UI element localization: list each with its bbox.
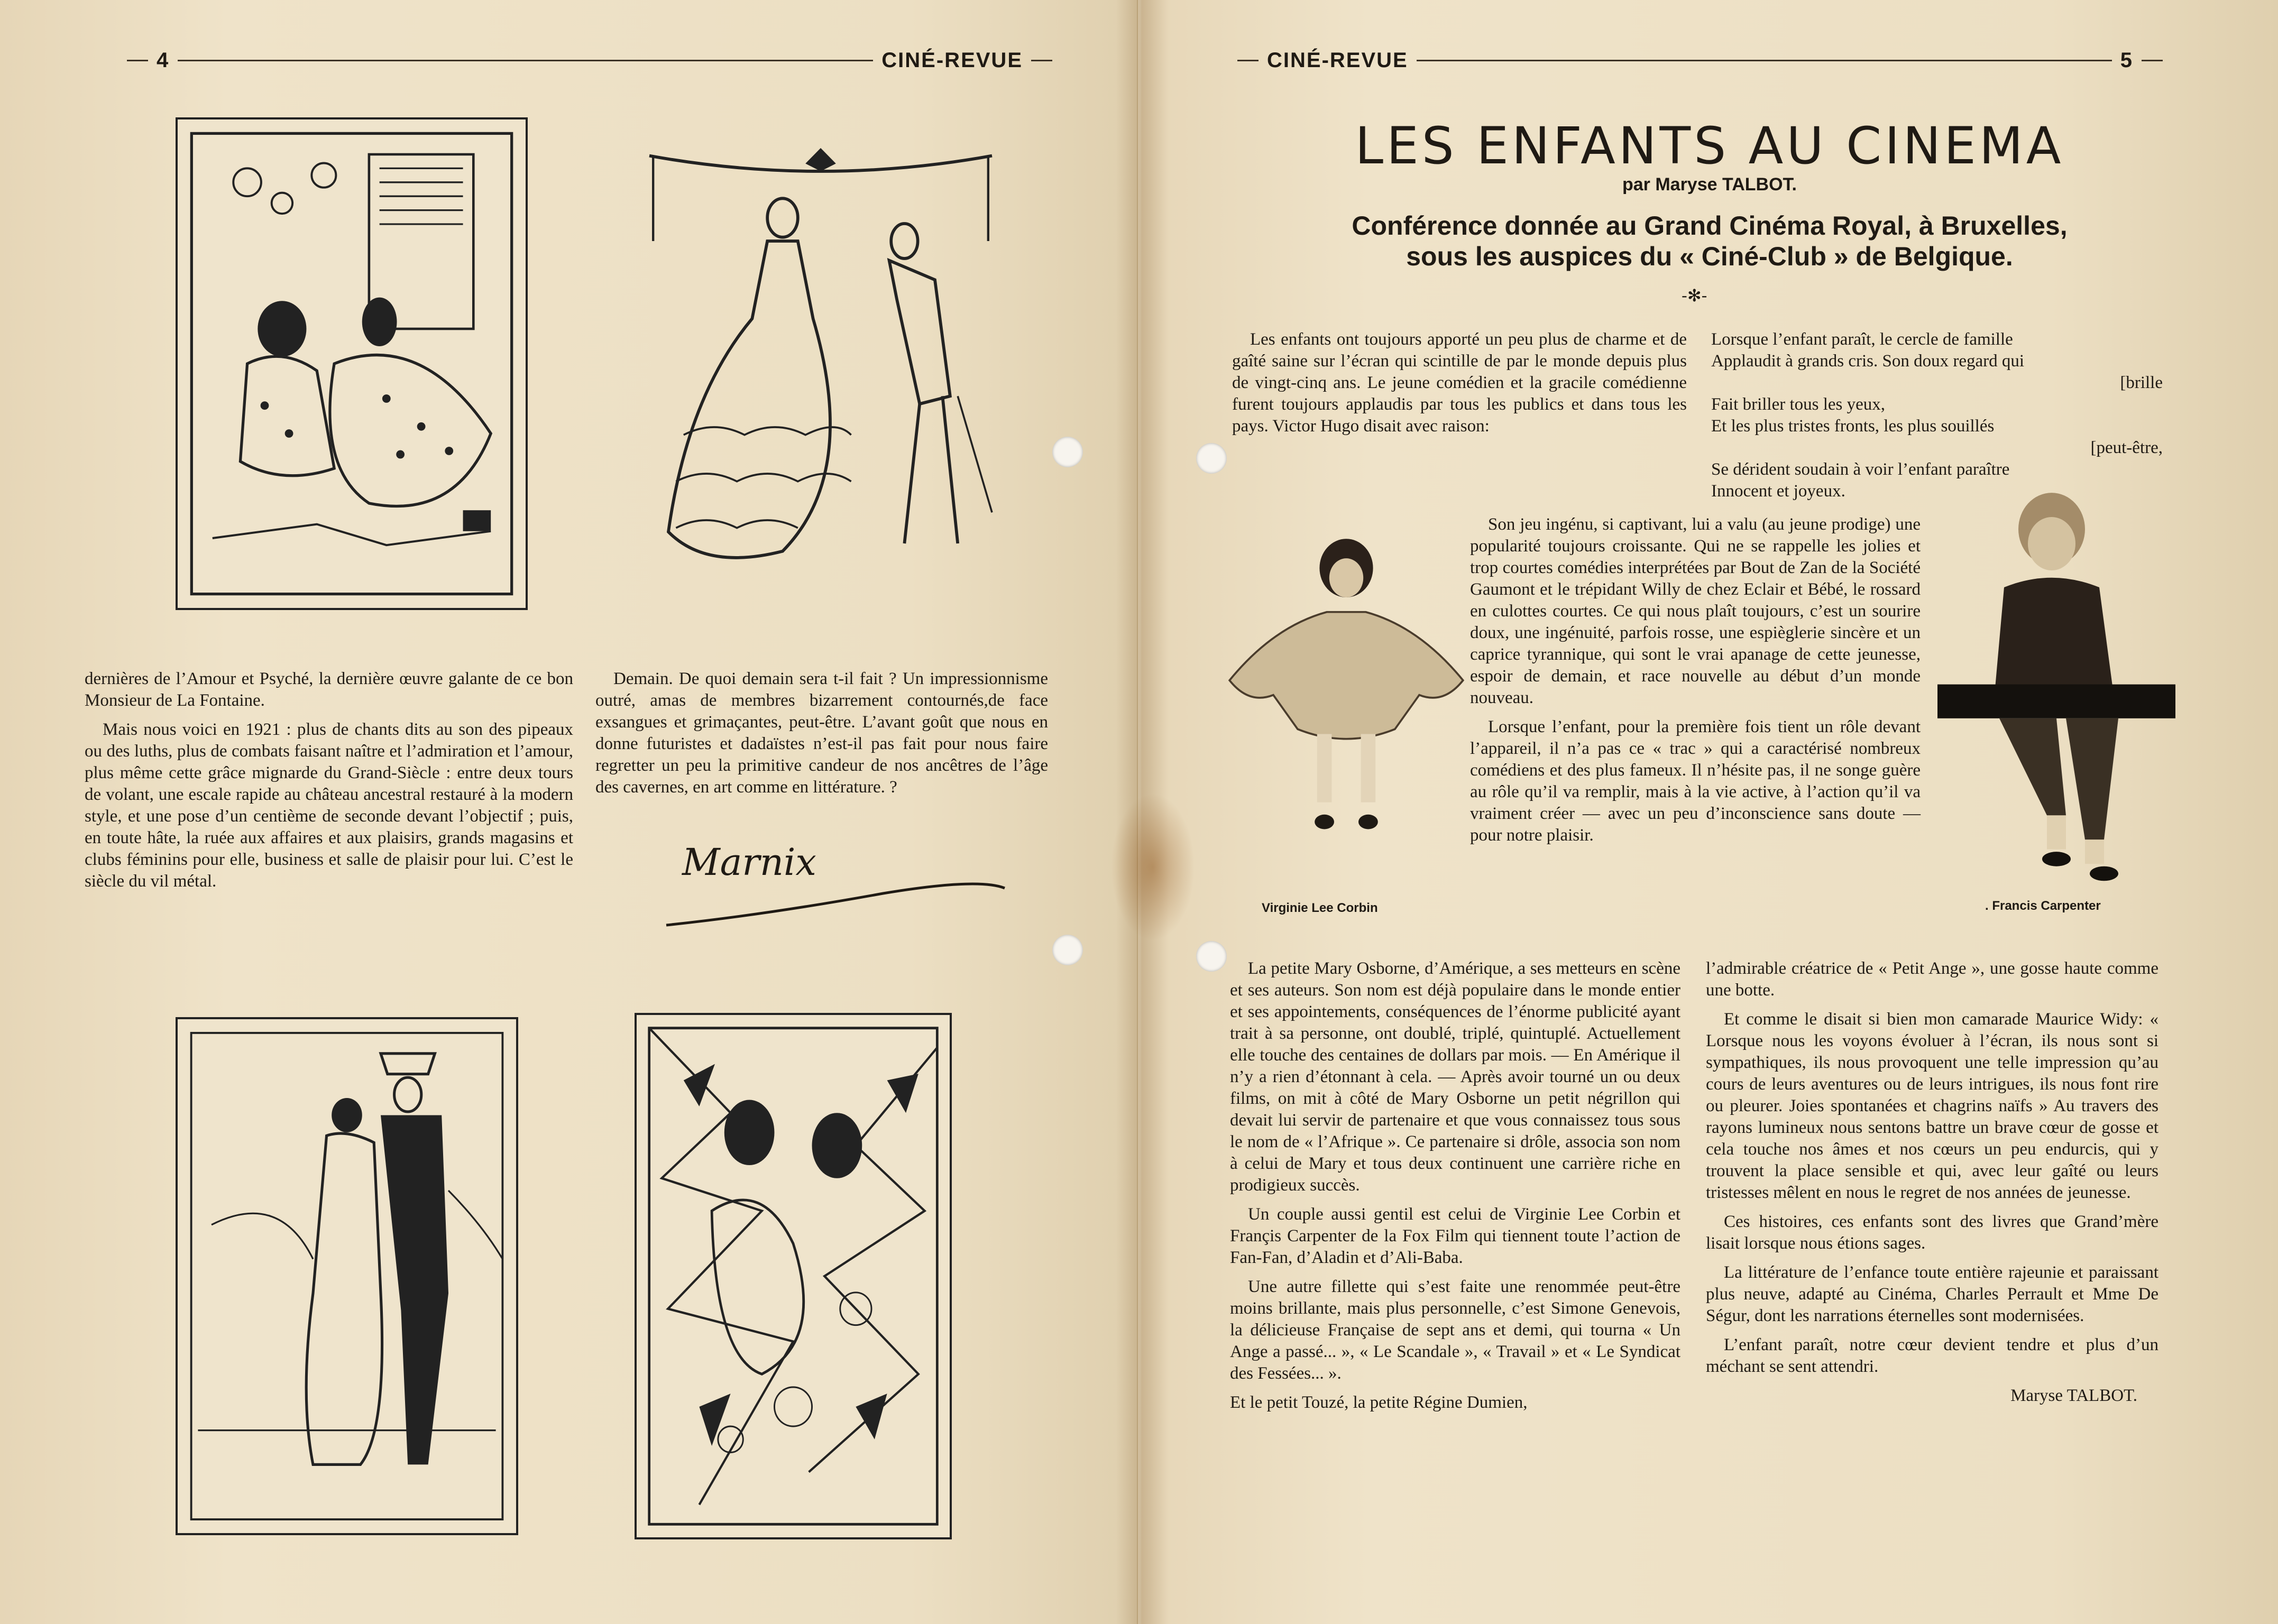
modern-couple-drawing [176, 1017, 518, 1535]
punch-hole [1052, 437, 1083, 467]
left-running-head [127, 49, 1052, 72]
left-text-column-1 [85, 668, 573, 900]
punch-hole [1196, 941, 1227, 972]
punch-hole [1052, 935, 1083, 965]
rococo-couple-drawing [630, 125, 1011, 590]
article-byline: par Maryse TALBOT. [1622, 174, 1797, 195]
title-ornament: -✻- [1682, 285, 1707, 306]
paragraph: Ces histoires, ces enfants sont des livres que Grand’mère lisait lorsque nous étions sages. [1706, 1212, 2158, 1253]
paragraph: Et comme le disait si bien mon camarade Maurice Widy: « Lorsque nous les voyons évoluer à l’écran, ils nous sont si sympathiques, ils nous provoquent une telle impression qu’au cours de leurs aventures ou de leurs intrigues, ils nous font rire ou pleurer. Joies spontanées et chagrins naïfs » Au travers des rayons lumineux nous sentons battre un brave cœur de gosse et cela touche nos âmes et nos cœurs un peu endurcis, qui y trouvent la place sensible et qui, avec leur gaîté ou leurs tristesses mêlent en nous le regret de nos années de jeunesse. [1706, 1010, 2158, 1202]
page-number: 4 [157, 49, 170, 72]
subtitle-line: Conférence donnée au Grand Cinéma Royal, à Bruxelles, [1352, 211, 2068, 241]
photo-caption: . Francis Carpenter [1985, 899, 2101, 913]
poem-line: Applaudit à grands cris. Son doux regard qui [1711, 352, 2025, 371]
paragraph: Demain. De quoi demain sera t-il fait ? Un impressionnisme outré, amas de membres bizarrement contournés,de face exsangues et grimaçantes, peut-être. L’avant goût que nous en donne futuristes et dadaïstes n’est-il pas fait pour nous faire regretter un peu la primitive candeur de nos ancêtres de l’âge des cavernes, en art comme en littérature. ? [595, 669, 1048, 797]
right-text-column-2 [1706, 958, 2158, 1407]
virginie-lee-corbin-photo [1225, 534, 1468, 851]
center-text-column [1470, 514, 1921, 854]
article-subtitle [1141, 210, 2278, 272]
paragraph: Un couple aussi gentil est celui de Virginie Lee Corbin et Françis Carpenter de la Fox Film qui tiennent toute l’action de Fan-Fan, d’Aladin et d’Ali-Baba. [1230, 1205, 1680, 1267]
author-signature: Marnix [682, 841, 816, 884]
running-head-title: CINÉ-REVUE [881, 49, 1023, 72]
right-text-column-1 [1230, 958, 1680, 1421]
subtitle-line: sous les auspices du « Ciné-Club » de Belgique. [1406, 242, 2013, 271]
poem-line: [brille [2120, 373, 2163, 392]
poem-line: Fait briller tous les yeux, [1711, 395, 1886, 414]
poem-line: Innocent et joyeux. [1711, 482, 1845, 501]
poem-line: Se dérident soudain à voir l’enfant paraître [1711, 460, 2010, 479]
paragraph: L’enfant paraît, notre cœur devient tendre et plus d’un méchant se sent attendri. [1706, 1335, 2158, 1376]
right-running-head [1237, 49, 2163, 72]
article-title: LES ENFANTS AU CINEMA [1355, 116, 2064, 176]
paragraph: Une autre fillette qui s’est faite une renommée peut-être moins brillante, mais plus personnelle, c’est Simone Genevois, la délicieuse Française de sept ans et demi, qui tourna « Un Ange a passé... », « Le Scandale », « Travail » et « Le Syndicat des Fessées... ». [1230, 1277, 1680, 1383]
photo-caption: Virginie Lee Corbin [1262, 901, 1378, 915]
francis-carpenter-photo [1937, 476, 2175, 888]
page-number: 5 [2120, 49, 2133, 72]
poem-line: [peut-être, [2090, 438, 2163, 457]
paper-stain [1110, 793, 1195, 941]
paragraph: La petite Mary Osborne, d’Amérique, a ses metteurs en scène et ses auteurs. Son nom est déjà populaire dans le monde entier et ses appointements, conséquences de l’énorme publicité ayant trait à sa personne, ont doublé, triplé, quintuplé. Actuellement elle touche des centaines de dollars par mois. — En Amérique il n’y a rien d’étonnant à cela. — Après avoir tourné un ou deux films, on mit à côté de Mary Osborne un petit négrillon qui devait lui servir de partenaire et que vous connaissez tous sous le nom de « l’Afrique ». Ce partenaire si drôle, associa son nom à celui de Mary et tous deux continuent une carrière riche en prodigieux succès. [1230, 959, 1680, 1195]
intro-column [1232, 329, 1687, 445]
paragraph: Lorsque l’enfant, pour la première fois tient un rôle devant l’appareil, il n’a pas ce « trac » qui a caractérisé nombreux comédiens et des plus fameux. Il n’hésite pas, il ne songe guère au rôle qu’il va remplir, mais à la vie active, à l’action qu’il va vraiment créer — avec un peu d’inconscience sans doute — pour notre plaisir. [1470, 717, 1921, 845]
paragraph: dernières de l’Amour et Psyché, la dernière œuvre galante de ce bon Monsieur de La Fontaine. [85, 669, 573, 710]
paragraph: La littérature de l’enfance toute entière rajeunie et paraissant plus neuve, adapté au Cinéma, Charles Perrault et Mme De Ségur, dont les narrations éternelles sont modernisées. [1706, 1263, 2158, 1325]
paragraph: Son jeu ingénu, si captivant, lui a valu (au jeune prodige) une popularité toujours croissante. Qui ne se rappelle les jolies et trop courtes comédies interprétées par Bout de Zan de la Société Gaumont et le trépidant Willy de chez Eclair et Bébé, le rossard en culottes courtes. Ce qui nous plaît toujours, c’est un sourire doux, une ingénuité, parfois rosse, une espièglerie sincère et un caprice tyrannique, qui sont le vrai apanage de cette jeunesse, espoir de demain, et race nouvelle au début d’un monde nouveau. [1470, 515, 1921, 707]
left-text-column-2 [595, 668, 1048, 806]
futurist-drawing [635, 1013, 952, 1539]
paragraph: Et le petit Touzé, la petite Régine Dumien, [1230, 1393, 1528, 1412]
girls-gathering-flowers-drawing [176, 117, 528, 610]
poem-line: Lorsque l’enfant paraît, le cercle de famille [1711, 330, 2013, 349]
running-head-title: CINÉ-REVUE [1267, 49, 1408, 72]
signature-flourish [661, 856, 1010, 941]
paragraph: Les enfants ont toujours apporté un peu plus de charme et de gaîté saine sur l’écran qui scintille de par le monde depuis plus de vingt-cinq ans. Le jeune comédien et la gracile comédienne furent toujours applaudis par tous les publics et dans tous les pays. Victor Hugo disait avec raison: [1232, 330, 1687, 436]
punch-hole [1196, 443, 1227, 474]
paragraph: l’admirable créatrice de « Petit Ange », une gosse haute comme une botte. [1706, 959, 2158, 1000]
poem-line: Et les plus tristes fronts, les plus souillés [1711, 417, 1995, 436]
author-signoff: Maryse TALBOT. [2010, 1386, 2137, 1405]
paragraph: Mais nous voici en 1921 : plus de chants dits au son des pipeaux ou des luths, plus de combats faisant naître et l’admiration et l’amour, plus même cette grâce mignarde du Grand-Siècle : entre deux tours de volant, une escale rapide au château ancestral restauré à la modern style, et une pose d’un centième de seconde devant l’objectif ; puis, en toute hâte, la ruée aux affaires et aux plaisirs, grands magasins et clubs féminins pour elle, business et salle de plaisir pour lui. C’est le siècle du vil métal. [85, 720, 573, 891]
